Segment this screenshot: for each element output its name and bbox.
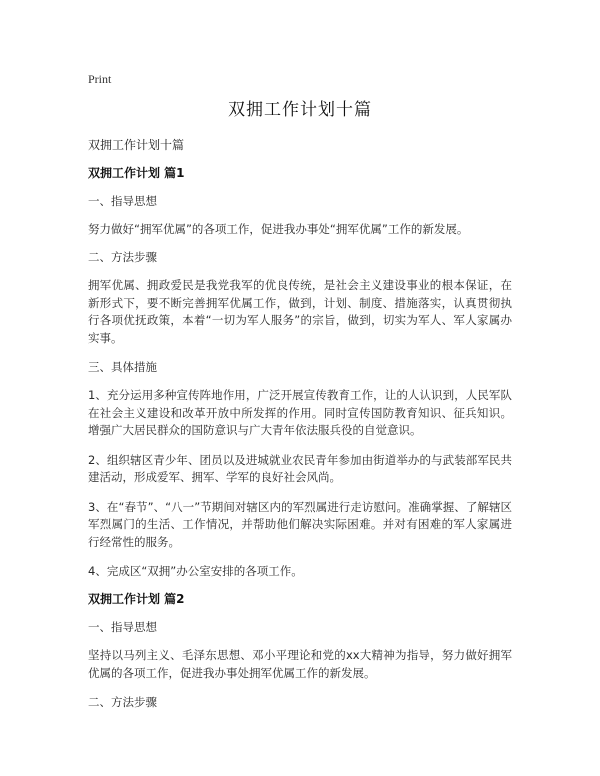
print-label: Print (88, 72, 112, 86)
subheading-methods-steps: 二、方法步骤 (88, 250, 157, 264)
subheading-specific-measures: 三、具体措施 (88, 360, 157, 374)
paragraph: 3、在“春节”、“八一”节期间对辖区内的军烈属进行走访慰问。准确掌握、了解辖区军烈属门的生活、工作情况，并帮助他们解决实际困难。并对有困难的军人家属进行经常性的服务。 (88, 499, 512, 549)
subheading-guiding-ideology: 一、指导思想 (88, 620, 157, 634)
document-title: 双拥工作计划十篇 (228, 100, 372, 120)
section-heading-2: 双拥工作计划 篇2 (88, 592, 185, 606)
paragraph: 1、充分运用多种宣传阵地作用，广泛开展宣传教育工作，让的人认识到，人民军队在社会主义建设和改革开放中所发挥的作用。同时宣传国防教育知识、征兵知识。增强广大居民群众的国防意识与广大青年依法服兵役的自觉意识。 (88, 388, 512, 437)
paragraph: 拥军优属、拥政爱民是我党我军的优良传统，是社会主义建设事业的根本保证，在新形式下，要不断完善拥军优属工作，做到，计划、制度、措施落实，认真贯彻执行各项优抚政策，本着“一切为军人服务”的宗旨，做到，切实为军人、军人家属办实事。 (88, 278, 512, 345)
document-subtitle: 双拥工作计划十篇 (88, 138, 185, 152)
subheading-guiding-ideology: 一、指导思想 (88, 194, 157, 208)
paragraph: 坚持以马列主义、毛泽东思想、邓小平理论和党的xx大精神为指导，努力做好拥军优属的各项工作，促进我办事处拥军优属工作的新发展。 (88, 648, 512, 680)
paragraph: 2、组织辖区青少年、团员以及进城就业农民青年参加由街道举办的与武装部军民共建活动，形成爱军、拥军、学军的良好社会风尚。 (88, 452, 512, 484)
paragraph: 努力做好“拥军优属”的各项工作，促进我办事处“拥军优属”工作的新发展。 (88, 222, 469, 236)
subheading-methods-steps: 二、方法步骤 (88, 695, 157, 709)
paragraph: 4、完成区“双拥”办公室安排的各项工作。 (88, 564, 303, 578)
section-heading-1: 双拥工作计划 篇1 (88, 166, 185, 180)
